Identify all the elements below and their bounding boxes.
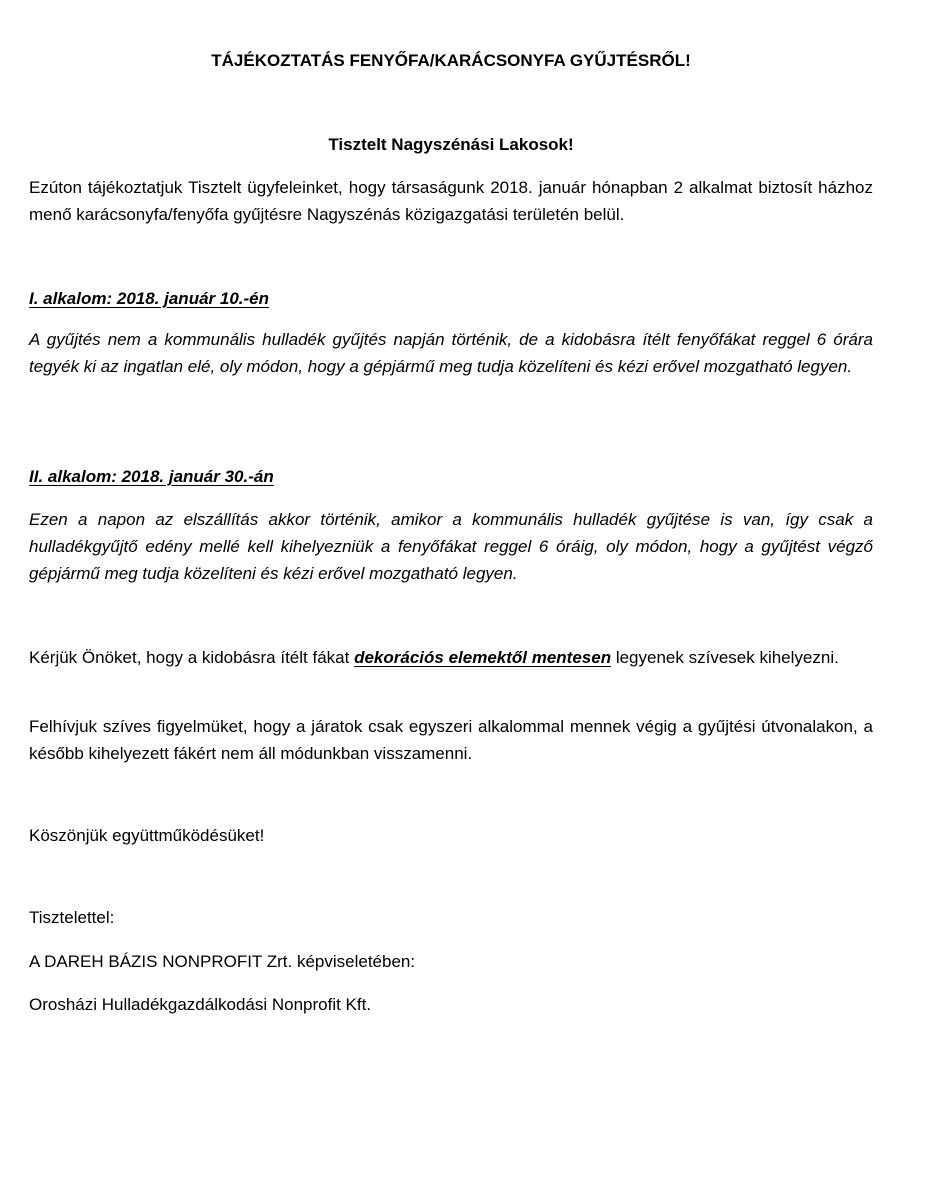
greeting: Tisztelt Nagyszénási Lakosok! bbox=[328, 135, 574, 154]
intro-paragraph: Ezúton tájékoztatjuk Tisztelt ügyfeleinket, hogy társaságunk 2018. január hónapban 2 alkalmat biztosít házhoz menő karácsonyfa/fenyőfa gyűjtésre Nagyszénás közigazgatási területén belül. bbox=[29, 178, 873, 224]
thanks-line: Köszönjük együttműködésüket! bbox=[29, 826, 265, 845]
request-highlight: dekorációs elemektől mentesen bbox=[354, 648, 612, 667]
request-paragraph bbox=[29, 644, 873, 671]
occasion-1-heading: I. alkalom: 2018. január 10.-én bbox=[29, 289, 270, 308]
occasion-2-heading: II. alkalom: 2018. január 30.-án bbox=[29, 467, 274, 486]
signature-line-2: Orosházi Hulladékgazdálkodási Nonprofit Kft. bbox=[29, 995, 372, 1014]
closing-line: Tisztelettel: bbox=[29, 908, 115, 927]
signature-line-1: A DAREH BÁZIS NONPROFIT Zrt. képviseletében: bbox=[29, 952, 416, 971]
occasion-2-text: Ezen a napon az elszállítás akkor történik, amikor a kommunális hulladék gyűjtése is van, így csak a hulladékgyűjtő edény mellé kell kihelyezniük a fenyőfákat reggel 6 óráig, oly módon, hogy a gyűjtést végző gépjármű meg tudja közelíteni és kézi erővel mozgatható legyen. bbox=[29, 510, 873, 583]
document-title: TÁJÉKOZTATÁS FENYŐFA/KARÁCSONYFA GYŰJTÉSRŐL! bbox=[211, 51, 691, 70]
occasion-1-text: A gyűjtés nem a kommunális hulladék gyűjtés napján történik, de a kidobásra ítélt fenyőfákat reggel 6 órára tegyék ki az ingatlan elé, oly módon, hogy a gépjármű meg tudja közelíteni és kézi erővel mozgatható legyen. bbox=[29, 330, 873, 376]
request-text-before: Kérjük Önöket, hogy a kidobásra ítélt fákat bbox=[29, 648, 355, 667]
notice-paragraph: Felhívjuk szíves figyelmüket, hogy a járatok csak egyszeri alkalommal mennek végig a gyűjtési útvonalakon, a később kihelyezett fákért nem áll módunkban visszamenni. bbox=[29, 717, 873, 763]
request-text-after: legyenek szívesek kihelyezni. bbox=[611, 648, 839, 667]
